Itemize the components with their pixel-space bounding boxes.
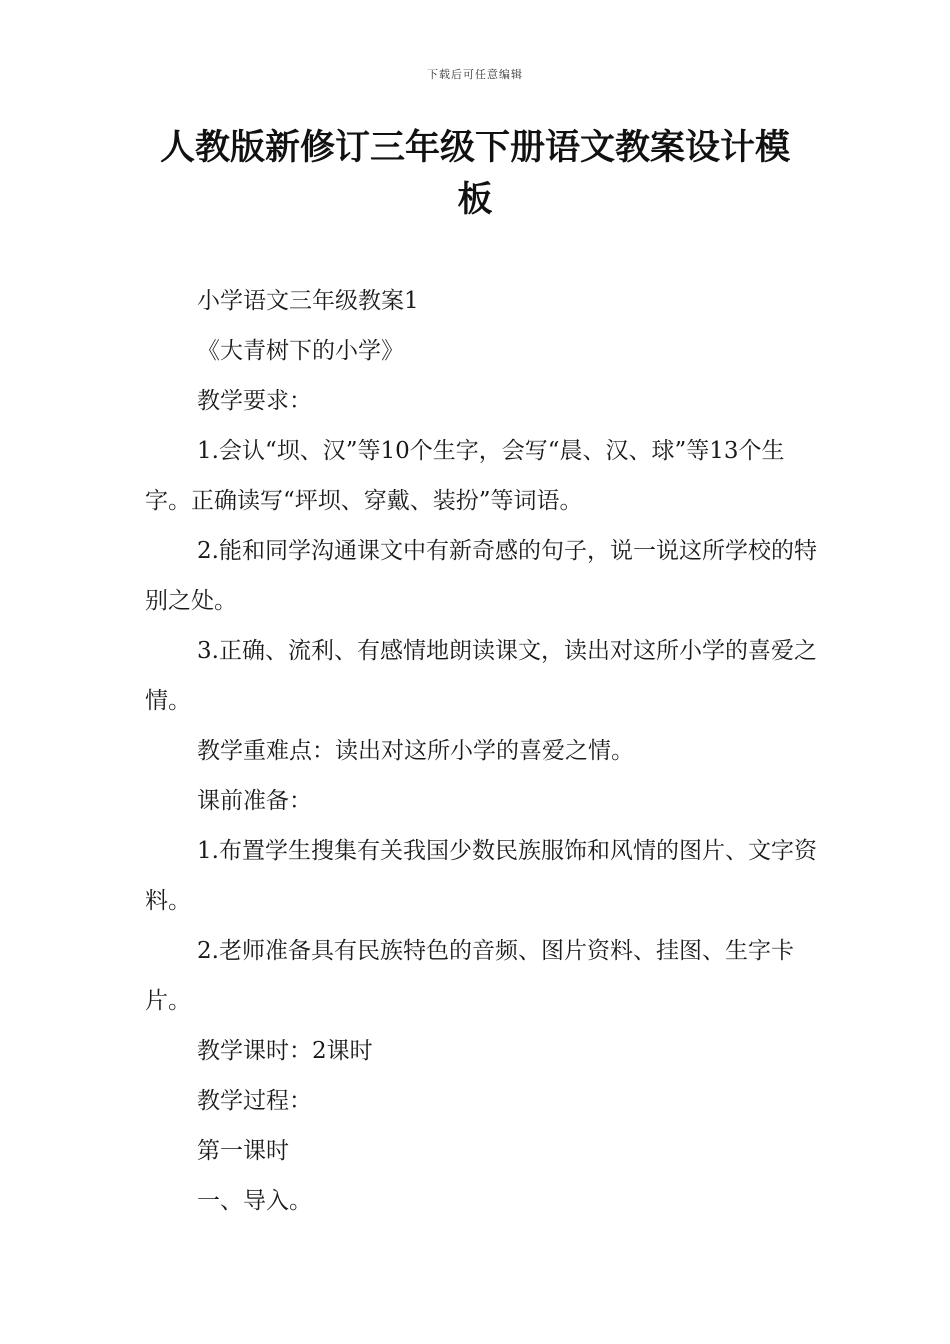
paragraph-preparation-heading: 课前准备： [197, 788, 312, 814]
header-note: 下载后可任意编辑 [427, 68, 523, 81]
paragraph-key-points: 教学重难点：读出对这所小学的喜爱之情。 [197, 738, 634, 764]
paragraph-requirement-3: 3.正确、流利、有感情地朗读课文，读出对这所小学的喜爱之情。 [145, 638, 817, 714]
paragraph-requirement-2: 2.能和同学沟通课文中有新奇感的句子，说一说这所学校的特别之处。 [145, 538, 817, 614]
paragraph-preparation-1: 1.布置学生搜集有关我国少数民族服饰和风情的图片、文字资料。 [145, 838, 817, 914]
paragraph-introduction: 一、导入。 [197, 1188, 312, 1214]
paragraph-process-heading: 教学过程： [197, 1088, 312, 1114]
document-title-line-2: 板 [457, 180, 493, 220]
paragraph-preparation-2: 2.老师准备具有民族特色的音频、图片资料、挂图、生字卡片。 [145, 938, 794, 1014]
paragraph-class-hours: 教学课时：2课时 [197, 1038, 373, 1064]
paragraph-lesson-number: 小学语文三年级教案1 [197, 288, 419, 314]
paragraph-requirement-1: 1.会认“坝、汉”等10个生字，会写“晨、汉、球”等13个生字。正确读写“坪坝、穿戴、装扮”等词语。 [145, 438, 785, 514]
paragraph-lesson-title: 《大青树下的小学》 [197, 338, 404, 364]
document-title-line-1: 人教版新修订三年级下册语文教案设计模 [159, 128, 790, 168]
paragraph-first-lesson: 第一课时 [197, 1138, 289, 1164]
document-body [145, 276, 825, 1226]
document-title [120, 122, 830, 226]
paragraph-requirements-heading: 教学要求： [197, 388, 312, 414]
